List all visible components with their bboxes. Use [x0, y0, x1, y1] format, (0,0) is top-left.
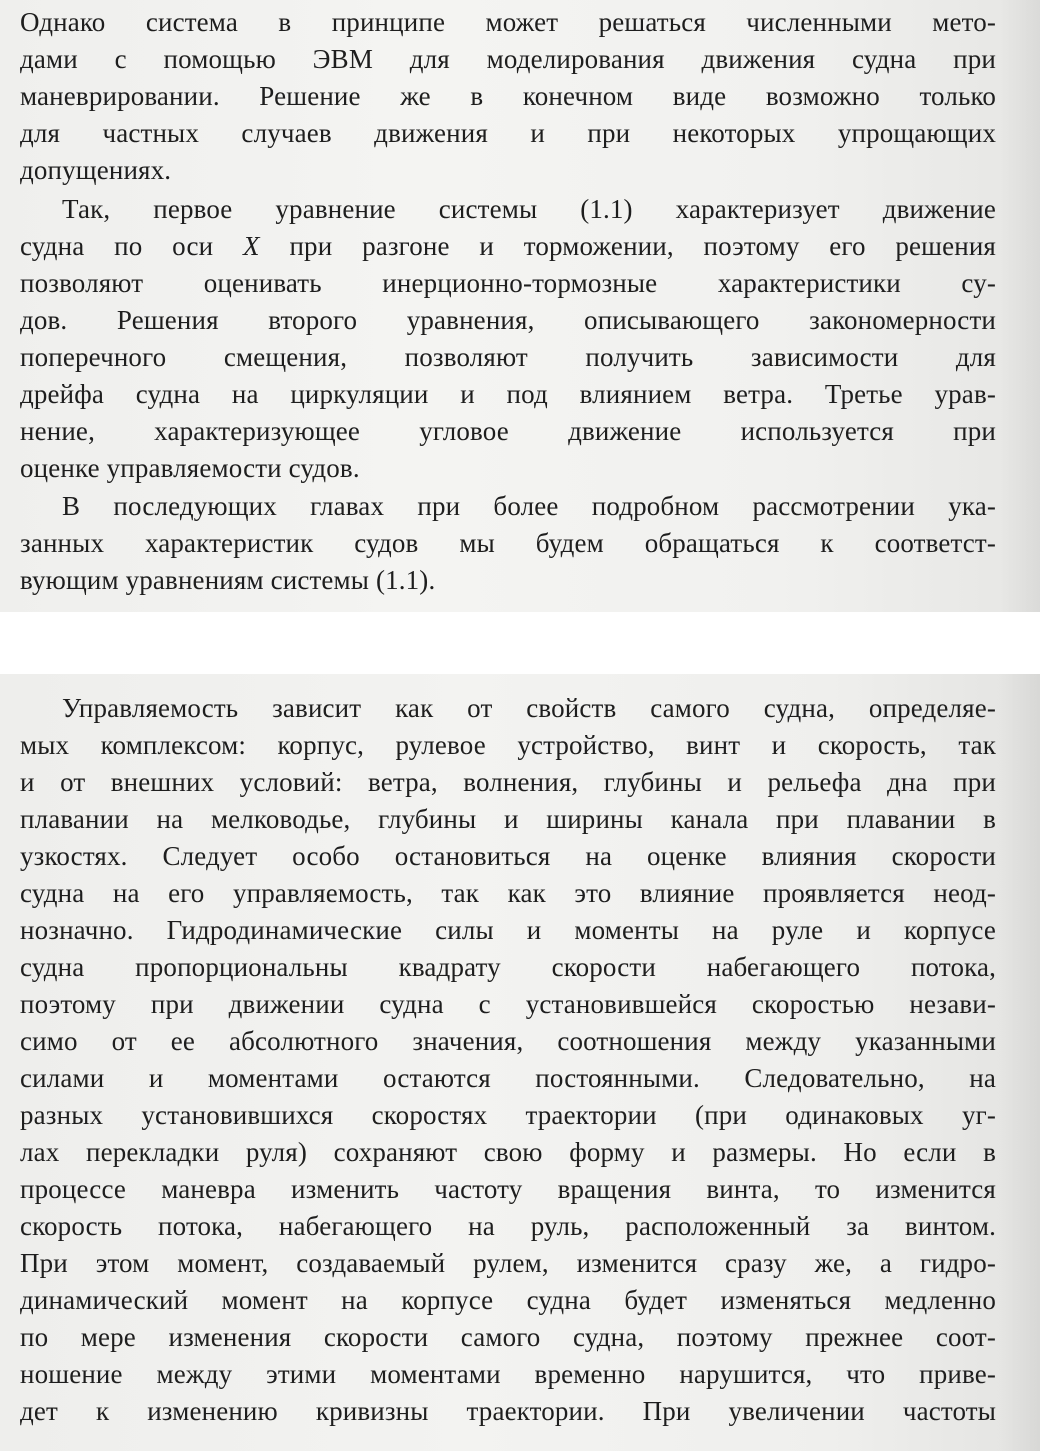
text-line: Однако система в принципе может решаться численными мето-: [20, 7, 996, 37]
text-line: дов. Решения второго уравнения, описывающего закономерности: [20, 305, 996, 335]
text-line: динамический момент на корпусе судна будет изменяться медленно: [20, 1285, 996, 1315]
text-line: занных характеристик судов мы будем обращаться к соответст-: [20, 528, 996, 558]
text-line: Управляемость зависит как от свойств самого судна, определяе-: [62, 693, 996, 723]
text-line: ношение между этими моментами временно нарушится, что приве-: [20, 1359, 996, 1389]
text-line: и от внешних условий: ветра, волнения, глубины и рельефа дна при: [20, 767, 996, 797]
text-line: судна по оси X при разгоне и торможении, поэтому его решения: [20, 231, 997, 261]
text-line: по мере изменения скорости самого судна, поэтому прежнее соот-: [20, 1322, 996, 1352]
text-line: скорость потока, набегающего на руль, расположенный за винтом.: [20, 1211, 996, 1241]
text-line: маневрировании. Решение же в конечном виде возможно только: [20, 81, 996, 111]
text-line: Так, первое уравнение системы (1.1) характеризует движение: [62, 194, 996, 224]
text-line: для частных случаев движения и при некоторых упрощающих: [20, 118, 996, 148]
text-line: позволяют оценивать инерционно-тормозные характеристики су-: [20, 268, 996, 298]
text-line: В последующих главах при более подробном рассмотрении ука-: [62, 491, 996, 521]
text-line: судна пропорциональны квадрату скорости набегающего потока,: [20, 952, 996, 982]
text-line: узкостях. Следует особо остановиться на оценке влияния скорости: [20, 841, 996, 871]
text-line: дет к изменению кривизны траектории. При увеличении частоты: [20, 1396, 996, 1426]
text-line: плавании на мелководье, глубины и ширины канала при плавании в: [20, 804, 996, 834]
text-line: нение, характеризующее угловое движение используется при: [20, 416, 996, 446]
text-line: дрейфа судна на циркуляции и под влиянием ветра. Третье урав-: [20, 379, 996, 409]
text-line: поперечного смещения, позволяют получить зависимости для: [20, 342, 996, 372]
scanned-page-bottom: [0, 674, 1040, 1451]
text-line: процессе маневра изменить частоту вращения винта, то изменится: [20, 1174, 996, 1204]
text-line: нозначно. Гидродинамические силы и моменты на руле и корпусе: [20, 915, 996, 945]
axis-symbol: X: [243, 231, 260, 261]
scanned-page-top: [0, 0, 1040, 612]
text-line: оценке управляемости судов.: [20, 453, 360, 483]
text-line: судна на его управляемость, так как это влияние проявляется неод-: [20, 878, 996, 908]
text-line: силами и моментами остаются постоянными. Следовательно, на: [20, 1063, 996, 1093]
text-line: допущениях.: [20, 155, 172, 185]
text-line: лах перекладки руля) сохраняют свою форму и размеры. Но если в: [20, 1137, 996, 1167]
text-line: При этом момент, создаваемый рулем, изменится сразу же, а гидро-: [20, 1248, 996, 1278]
text-line: разных установившихся скоростях траектории (при одинаковых уг-: [20, 1100, 996, 1130]
text-line: поэтому при движении судна с установившейся скоростью незави-: [20, 989, 996, 1019]
text-line: симо от ее абсолютного значения, соотношения между указанными: [20, 1026, 996, 1056]
text-line: мых комплексом: корпус, рулевое устройство, винт и скорость, так: [20, 730, 996, 760]
text-line: дами с помощью ЭВМ для моделирования движения судна при: [20, 44, 996, 74]
page-gap: [0, 612, 1040, 674]
text-line: вующим уравнениям системы (1.1).: [20, 565, 436, 595]
